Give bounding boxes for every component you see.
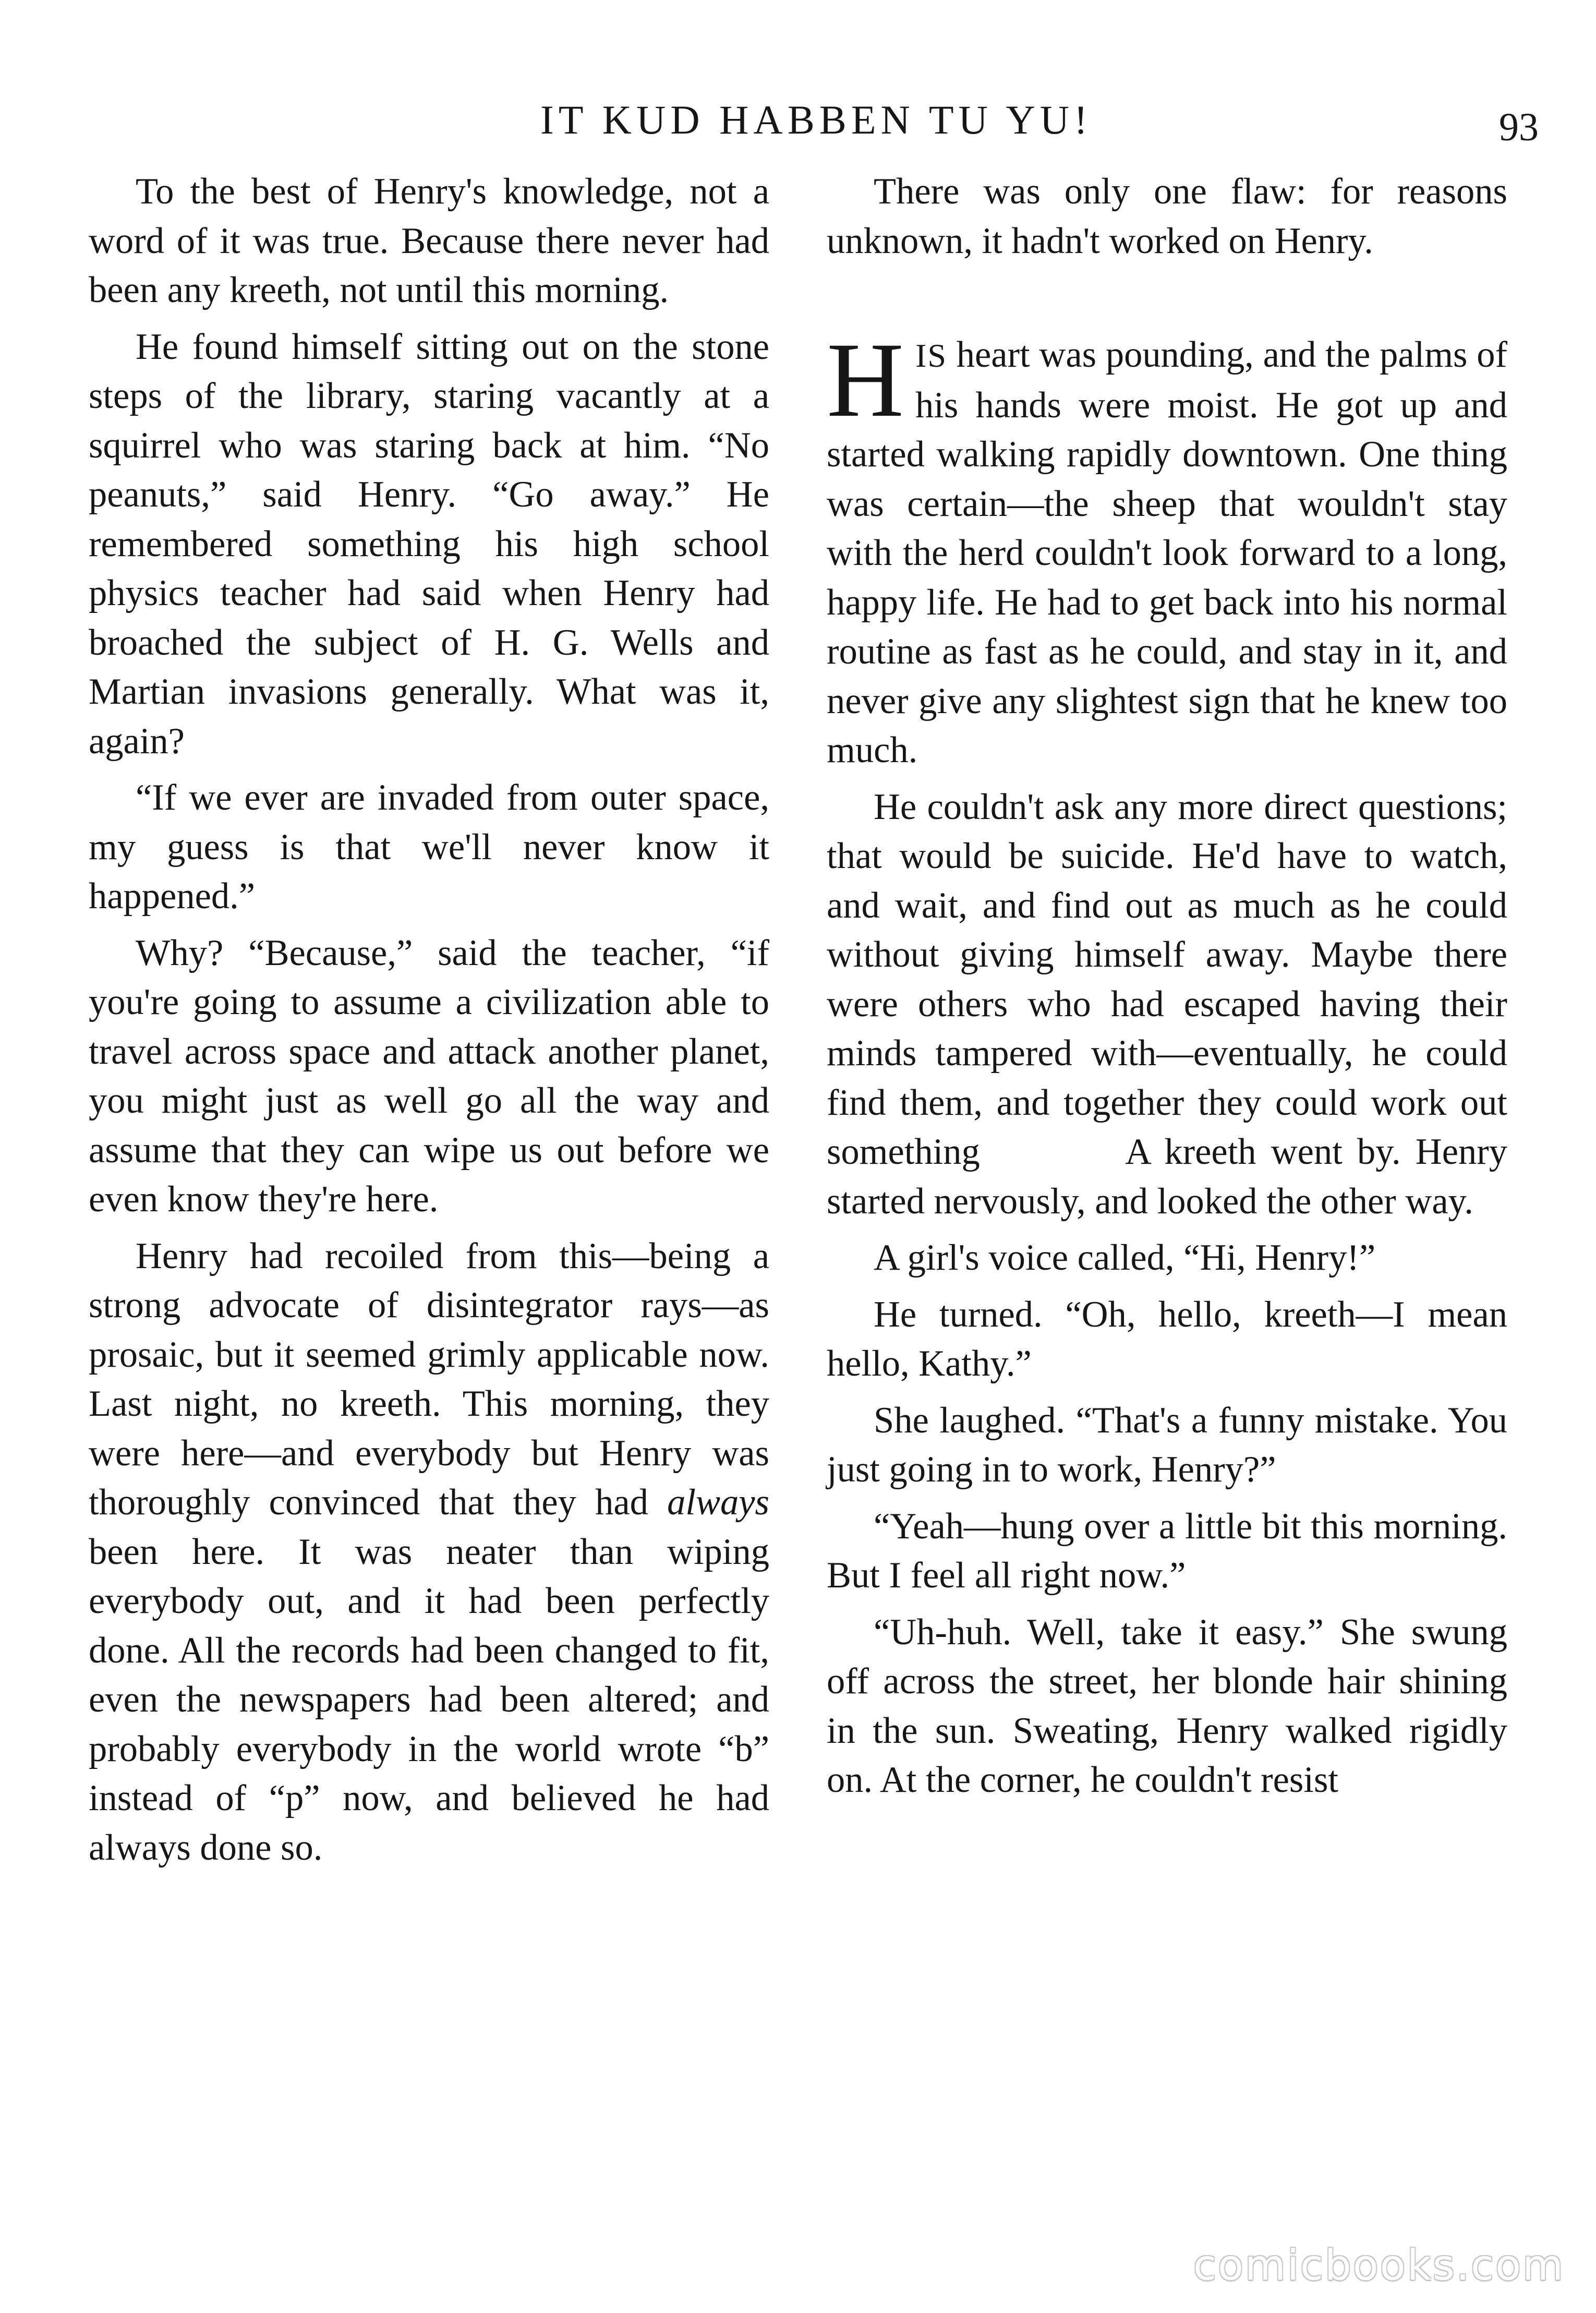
paragraph-text: Henry had recoiled from this—being a strong advocate of disintegrator rays—as prosaic, but it seemed grimly applicable now. Last night, no kreeth. This morning, they were here—and everybody but Henry was thoroughly convinced that they had <box>89 1235 769 1523</box>
paragraph: A girl's voice called, “Hi, Henry!” <box>874 1237 1376 1278</box>
paragraph: She laughed. “That's a funny mistake. You just going in to work, Henry?” <box>827 1400 1507 1490</box>
paragraph: To the best of Henry's knowledge, not a word of it was true. Because there never had been any kreeth, not until this morning. <box>89 171 769 310</box>
paragraph: He couldn't ask any more direct questions; that would be suicide. He'd have to watch, and wait, and find out as much as he could without giving himself away. Maybe there were others who had escaped having their minds tampered with—eventually, he could find them, and together they could work out something A kreeth went by. Henry started nervously, and looked the other way. <box>827 786 1507 1222</box>
paragraph: “Uh-huh. Well, take it easy.” She swung off across the street, her blonde hair shining in the sun. Sweating, Henry walked rigidly on. At the corner, he couldn't resist <box>827 1611 1507 1800</box>
paragraph: He turned. “Oh, hello, kreeth—I mean hello, Kathy.” <box>827 1294 1507 1384</box>
running-head <box>89 94 1544 156</box>
section-break <box>827 273 1507 330</box>
drop-cap: H <box>827 321 904 439</box>
paragraph-text: heart was pounding, and the palms of his hands were moist. He got up and started walking rapidly downtown. One thing was certain—the sheep that wouldn't stay with the herd couldn't look forward to a long, happy life. He had to get back into his normal routine as fast as he could, and stay in it, and never give any slightest sign that he knew too much. <box>827 334 1507 770</box>
page-number: 93 <box>1499 105 1539 149</box>
watermark: comicbooks.com <box>1193 2241 1565 2290</box>
paragraph <box>89 1232 769 1873</box>
paragraph: “Yeah—hung over a little bit this morning. But I feel all right now.” <box>827 1505 1507 1596</box>
small-caps-text: IS <box>915 337 947 374</box>
dropcap-paragraph <box>827 321 1507 775</box>
right-column <box>827 167 1507 1812</box>
running-title: IT KUD HABBEN TU YU! <box>540 97 1093 142</box>
paragraph: There was only one flaw: for reasons unknown, it hadn't worked on Henry. <box>827 171 1507 261</box>
left-column <box>89 167 769 1880</box>
paragraph: He found himself sitting out on the stone steps of the library, staring vacantly at a squirrel who was staring back at him. “No peanuts,” said Henry. “Go away.” He remembered something his high school physics teacher had said when Henry had broached the subject of H. G. Wells and Martian invasions generally. What was it, again? <box>89 326 769 762</box>
paragraph: “If we ever are invaded from outer space, my guess is that we'll never know it happened.” <box>89 777 769 917</box>
emphasis-text: always <box>667 1482 769 1523</box>
paragraph-text: been here. It was neater than wiping everybody out, and it had been perfectly done. All the records had been changed to fit, even the newspapers had been altered; and probably everybody in the world wrote “b” instead of “p” now, and believed he had always done so. <box>89 1531 769 1868</box>
paragraph: Why? “Because,” said the teacher, “if you're going to assume a civilization able to travel across space and attack another planet, you might just as well go all the way and assume that they can wipe us out before we even know they're here. <box>89 932 769 1220</box>
